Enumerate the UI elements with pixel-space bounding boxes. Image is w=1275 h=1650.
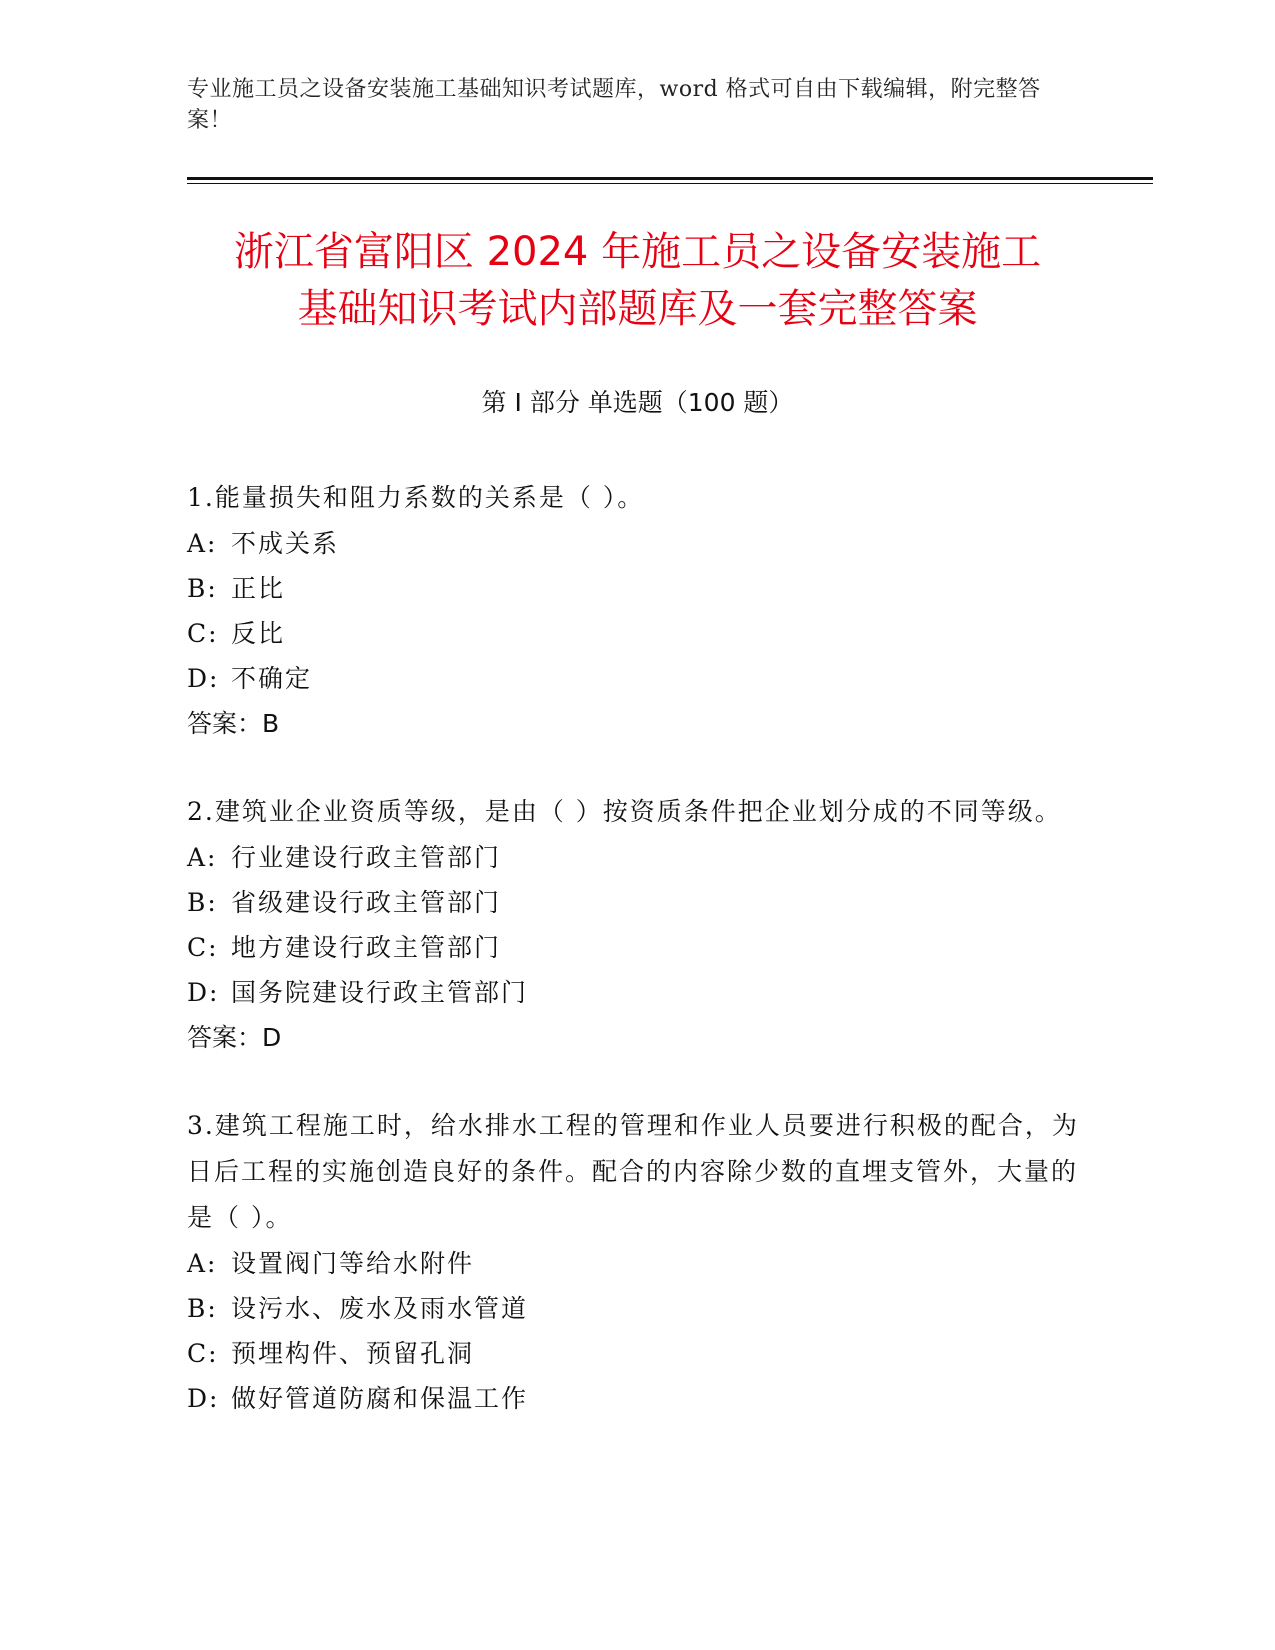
option-b [187,566,1087,611]
header-divider-thick [187,177,1153,180]
option-d [187,970,1087,1015]
question-3 [187,1103,1087,1421]
option-letter: A: [187,529,218,558]
option-text: 不成关系 [231,529,340,558]
option-d [187,656,1087,701]
option-letter: D: [187,978,220,1007]
question-1 [187,475,1087,747]
option-letter: D: [187,664,220,693]
header-divider-thin [187,183,1153,184]
option-letter: C: [187,619,219,648]
header-note: 专业施工员之设备安装施工基础知识考试题库，word 格式可自由下载编辑，附完整答案！ [187,77,1041,133]
option-letter: B: [187,1294,218,1323]
answer-line: 答案：D [187,1023,282,1052]
option-text: 预埋构件、预留孔洞 [231,1339,475,1368]
document-title-line-2: 基础知识考试内部题库及一套完整答案 [297,286,978,332]
option-c [187,925,1087,970]
option-c [187,1331,1087,1376]
option-text: 地方建设行政主管部门 [231,933,502,962]
option-c [187,611,1087,656]
option-a [187,1241,1087,1286]
option-letter: A: [187,1249,218,1278]
question-stem: 2.建筑业企业资质等级，是由（ ）按资质条件把企业划分成的不同等级。 [187,797,1062,826]
option-text: 省级建设行政主管部门 [231,888,502,917]
option-b [187,880,1087,925]
option-letter: C: [187,1339,219,1368]
option-letter: B: [187,574,218,603]
document-title-line-1: 浙江省富阳区 2024 年施工员之设备安装施工 [233,229,1042,275]
option-a [187,835,1087,880]
question-stem: 1.能量损失和阻力系数的关系是（ ）。 [187,483,645,512]
option-text: 做好管道防腐和保温工作 [231,1384,529,1413]
document-title [150,224,1125,338]
option-text: 设置阀门等给水附件 [231,1249,475,1278]
option-text: 反比 [231,619,286,648]
option-text: 不确定 [231,664,313,693]
option-letter: A: [187,843,218,872]
option-text: 行业建设行政主管部门 [231,843,502,872]
option-b [187,1286,1087,1331]
section-heading: 第 I 部分 单选题（100 题） [481,388,794,417]
question-list [187,475,1087,1463]
option-d [187,1376,1087,1421]
question-stem: 3.建筑工程施工时，给水排水工程的管理和作业人员要进行积极的配合，为日后工程的实施创造良好的条件。配合的内容除少数的直埋支管外，大量的是（ ）。 [187,1111,1079,1232]
answer-line: 答案：B [187,709,280,738]
option-letter: C: [187,933,219,962]
option-a [187,521,1087,566]
option-letter: D: [187,1384,220,1413]
option-letter: B: [187,888,218,917]
question-2 [187,789,1087,1061]
option-text: 国务院建设行政主管部门 [231,978,529,1007]
option-text: 正比 [231,574,286,603]
option-text: 设污水、废水及雨水管道 [231,1294,529,1323]
